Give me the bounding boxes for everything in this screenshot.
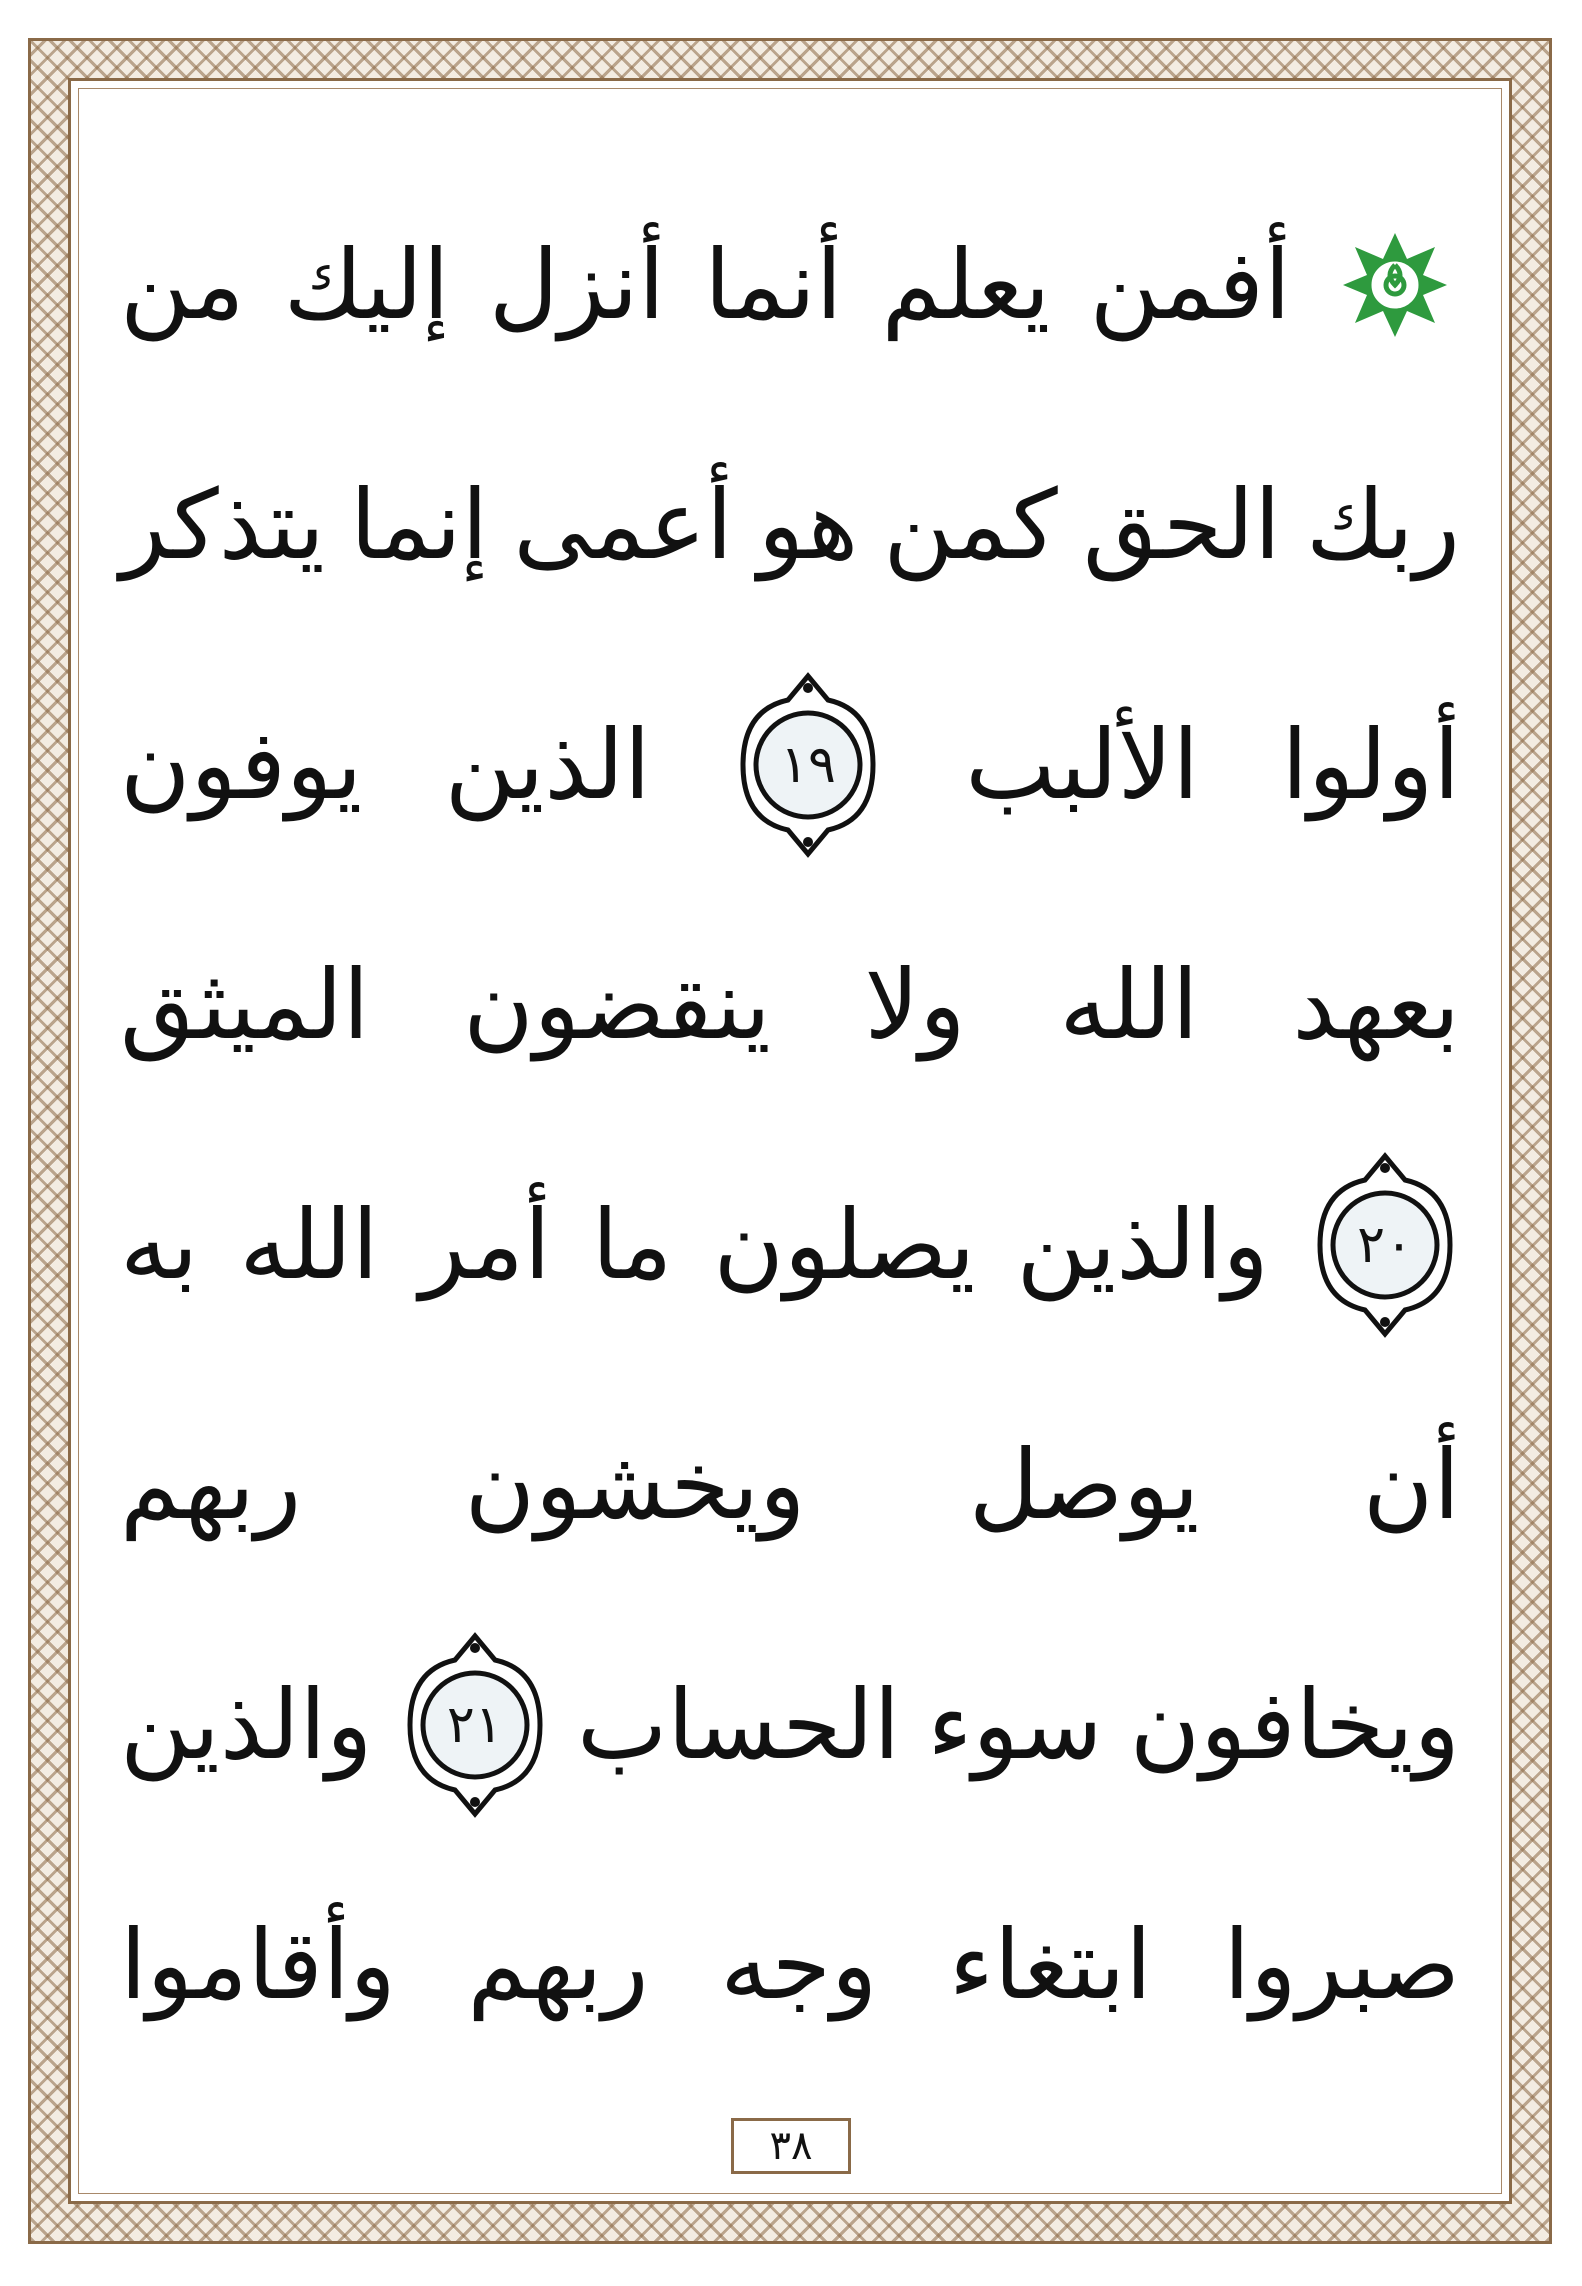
word: الحساب [576,1669,901,1781]
word: والذين [1016,1189,1269,1301]
word: أمر [419,1189,551,1301]
word: ربهم [120,1429,302,1541]
word: أنما [704,229,843,341]
word: إنما [350,469,489,581]
word: ويخشون [464,1429,806,1541]
word: أولوا [1281,709,1460,821]
word: الألبب [965,709,1200,821]
word: الميثق [120,949,370,1061]
verse-line-6 [120,1380,1460,1590]
word: يعلم [881,229,1051,341]
verse-line-4 [120,900,1460,1110]
ayah-number: ٢١ [446,1695,503,1755]
word: ربهم [467,1909,649,2021]
word: أعمى [513,469,733,581]
verse-line-7 [120,1620,1460,1830]
word: هو [758,469,859,581]
ayah-number: ١٩ [780,735,836,795]
ayah-end-marker [1310,1150,1460,1340]
verse-line-1 [120,180,1460,390]
word: الذين [444,709,651,821]
verse-line-3 [120,660,1460,870]
word: وجه [720,1909,878,2021]
word: إليك [283,229,450,341]
word: من [120,229,245,341]
word: ما [591,1189,673,1301]
word: ينقضون [463,949,771,1061]
word: صبروا [1223,1909,1460,2021]
word: ربك [1306,469,1460,581]
verse-line-2 [120,420,1460,630]
word: به [120,1189,199,1301]
ayah-end-marker [733,670,883,860]
page-number: ٣٨ [731,2118,851,2174]
verse-line-8 [120,1860,1460,2070]
word: الحق [1082,469,1281,581]
word: كمن [883,469,1058,581]
word: يوصل [968,1429,1200,1541]
word: ابتغاء [948,1909,1152,2021]
word: يصلون [713,1189,976,1301]
word: أن [1362,1429,1460,1541]
word: أنزل [488,229,665,341]
word: أفمن [1089,229,1291,341]
word: بعهد [1292,949,1460,1061]
word: الله [1059,949,1199,1061]
word: ويخافون [1129,1669,1460,1781]
word: سوء [927,1669,1103,1781]
word: وأقاموا [120,1909,396,2021]
ayah-number: ٢٠ [1357,1215,1413,1275]
verse-line-5 [120,1140,1460,1350]
ayah-end-marker [400,1630,550,1820]
word: الله [239,1189,379,1301]
word: ولا [864,949,966,1061]
word: يتذكر [120,469,325,581]
flower-icon [1330,220,1460,350]
word: والذين [120,1669,373,1781]
word: يوفون [120,709,363,821]
verse-text-block [120,180,1460,2080]
